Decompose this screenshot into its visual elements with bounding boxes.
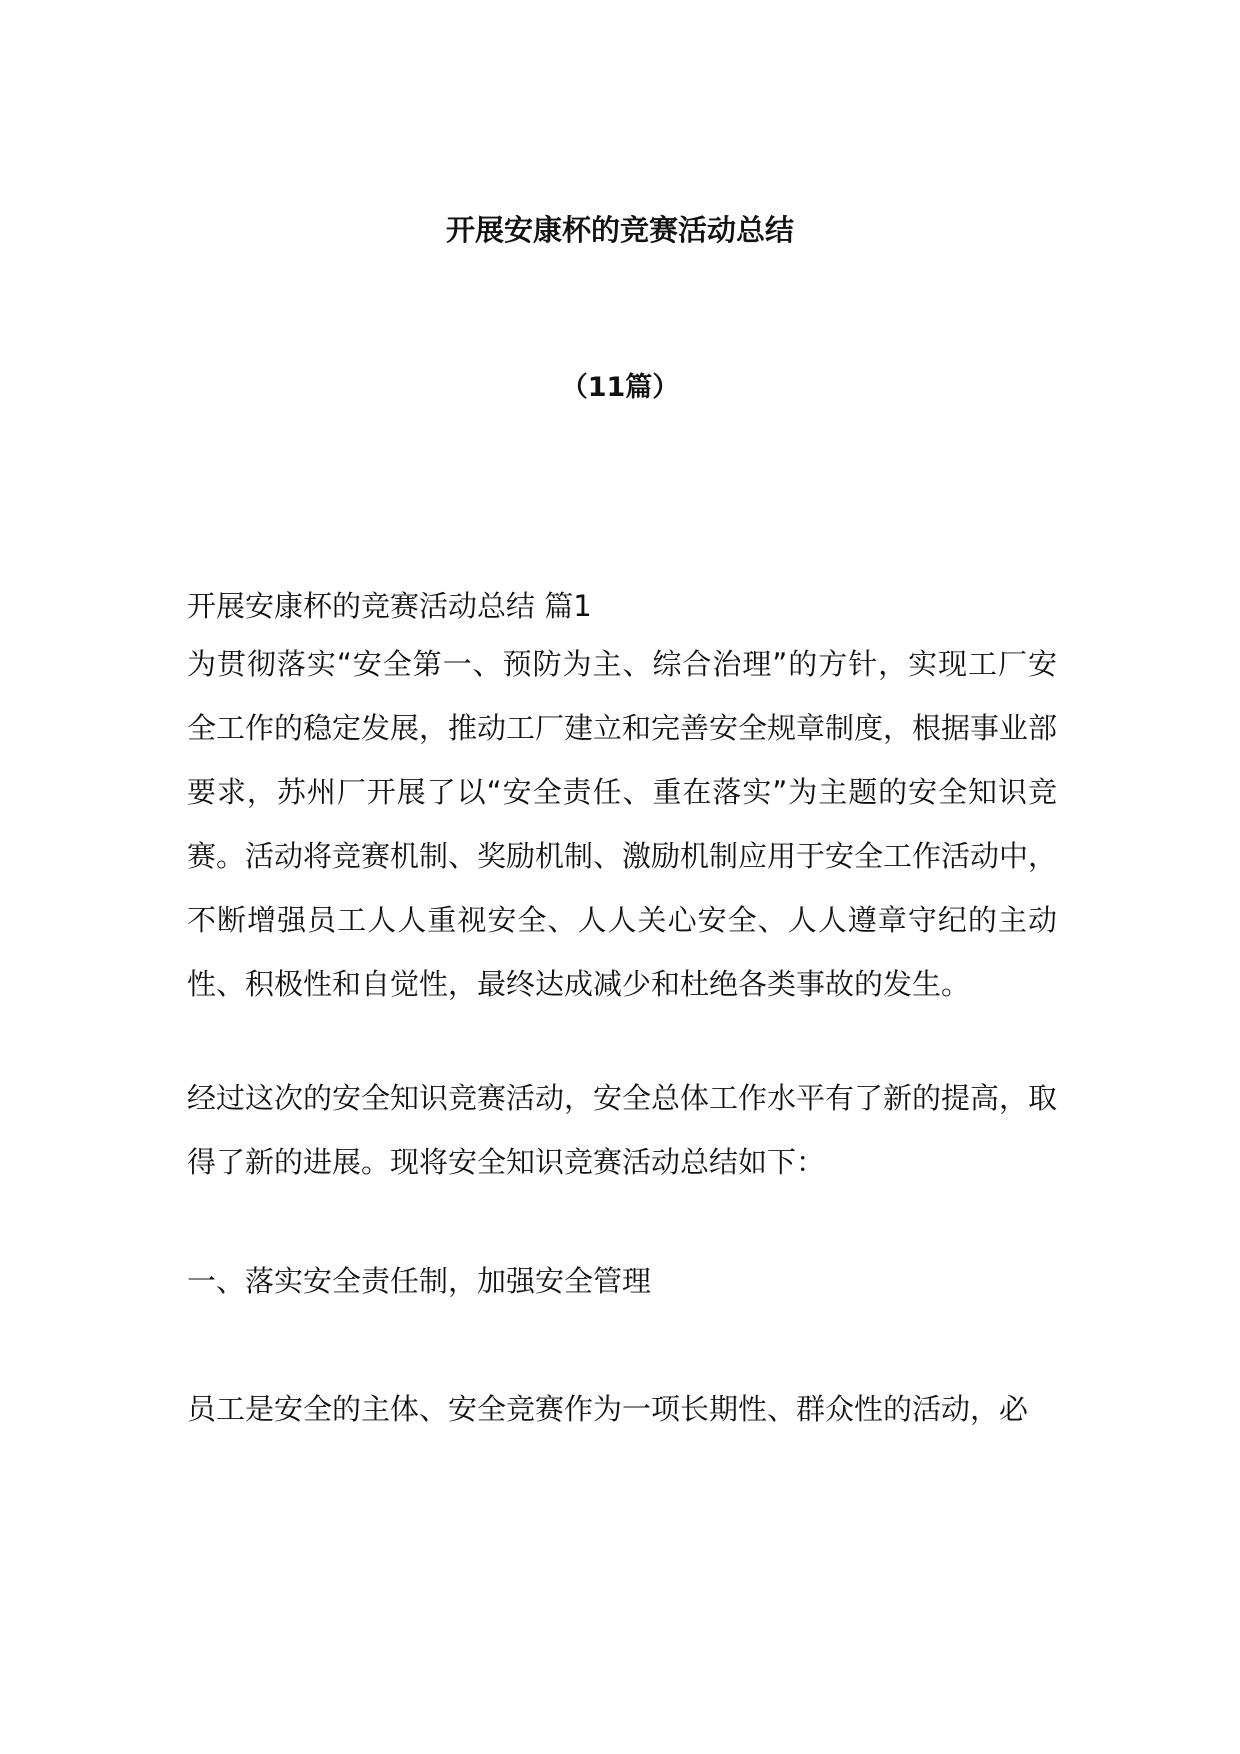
paragraph-2: 经过这次的安全知识竞赛活动，安全总体工作水平有了新的提高，取得了新的进展。现将安全知识竞赛活动总结如下： — [187, 1081, 1058, 1179]
document-subtitle: （11篇） — [560, 372, 680, 403]
subheading-1: 一、落实安全责任制，加强安全管理 — [187, 1264, 652, 1298]
paragraph-3: 员工是安全的主体、安全竞赛作为一项长期性、群众性的活动，必 — [187, 1392, 1029, 1426]
document-body — [187, 586, 1057, 1441]
paragraph-1: 为贯彻落实“安全第一、预防为主、综合治理”的方针，实现工厂安全工作的稳定发展，推动工厂建立和完善安全规章制度，根据事业部要求，苏州厂开展了以“安全责任、重在落实”为主题的安全知识竞赛。活动将竞赛机制、奖励机制、激励机制应用于安全工作活动中，不断增强员工人人重视安全、人人关心安全、人人遵章守纪的主动性、积极性和自觉性，最终达成减少和杜绝各类事故的发生。 — [187, 647, 1058, 1001]
section-heading: 开展安康杯的竞赛活动总结 篇1 — [187, 589, 592, 623]
document-title: 开展安康杯的竞赛活动总结 — [445, 213, 794, 247]
